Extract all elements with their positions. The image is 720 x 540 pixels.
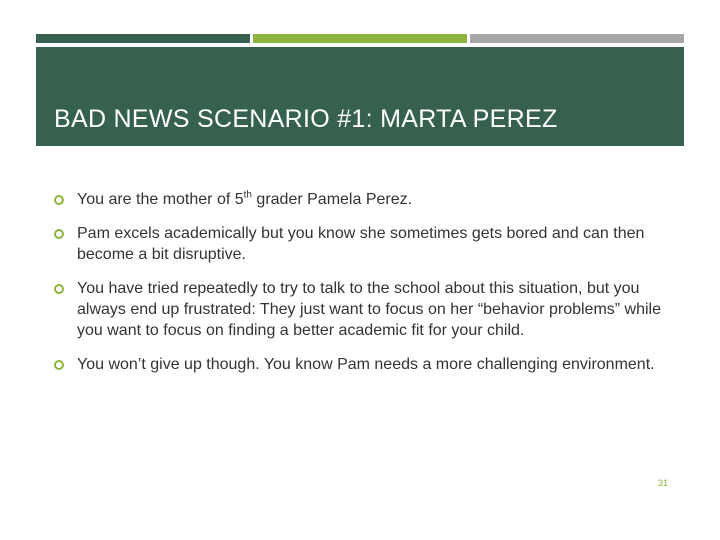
bullet-item xyxy=(54,223,674,265)
circle-bullet-icon xyxy=(54,284,64,294)
bullet-item xyxy=(54,189,674,210)
ordinal-superscript: th xyxy=(243,189,252,201)
bullet-text: Pam excels academically but you know she sometimes gets bored and can then become a bit disruptive. xyxy=(77,225,645,263)
page-number: 31 xyxy=(657,478,668,488)
circle-bullet-icon xyxy=(54,360,64,370)
circle-bullet-icon xyxy=(54,229,64,239)
accent-bar-dark xyxy=(36,34,250,43)
accent-bar-green xyxy=(253,34,467,43)
slide-title: BAD NEWS SCENARIO #1: MARTA PEREZ xyxy=(54,105,558,133)
bullet-text-part: You are the mother of 5 xyxy=(77,191,244,208)
bullet-text: You have tried repeatedly to try to talk to the school about this situation, but you always end up frustrated: They just want to focus on her “behavior problems” while you want to focus on finding a better academic fit for your child. xyxy=(77,280,661,339)
bullet-text: You won’t give up though. You know Pam needs a more challenging environment. xyxy=(77,356,655,373)
accent-bar-gray xyxy=(470,34,684,43)
bullet-list xyxy=(54,189,674,388)
bullet-text-part: grader Pamela Perez. xyxy=(251,191,413,208)
circle-bullet-icon xyxy=(54,195,64,205)
bullet-text xyxy=(77,191,412,208)
bullet-item xyxy=(54,354,674,375)
bullet-item xyxy=(54,278,674,341)
top-accent-bars xyxy=(36,34,684,43)
title-band xyxy=(36,47,684,146)
